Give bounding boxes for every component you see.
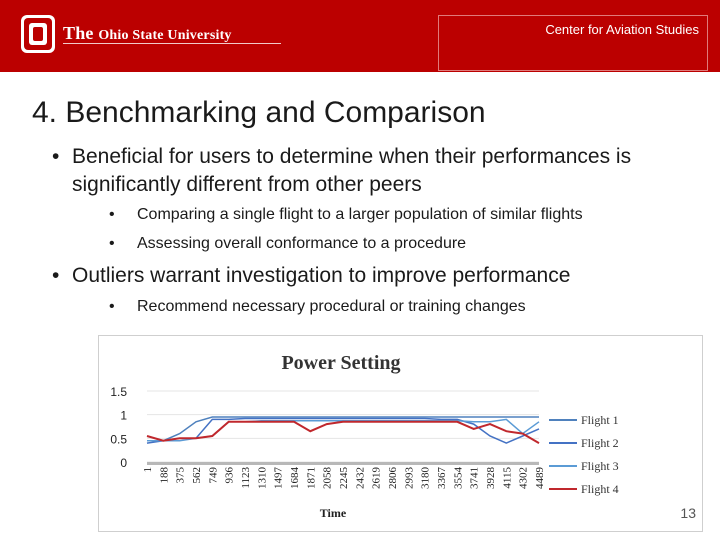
x-tick-label: 749 (207, 467, 220, 484)
bullet-dot: • (109, 235, 115, 252)
chart-title: Power Setting (281, 352, 401, 374)
bullet-dot: • (52, 145, 60, 168)
x-tick-label: 1 (142, 467, 154, 473)
x-tick-label: 188 (158, 467, 171, 484)
x-tick-label: 1871 (305, 467, 318, 489)
x-tick-label: 1684 (289, 467, 301, 489)
y-tick-label: 0.5 (110, 432, 127, 447)
x-tick-label: 936 (223, 467, 236, 484)
bullet-1-text: Beneficial for users to determine when their performances is significantly different from other peers (72, 145, 632, 196)
x-axis-band (147, 462, 539, 465)
bullet-dot: • (109, 206, 115, 223)
y-tick-label: 1.5 (110, 385, 127, 399)
series-line-4 (147, 422, 539, 443)
y-tick-label: 1 (120, 408, 127, 423)
sub-bullet-2-1-text: Recommend necessary procedural or training changes (137, 298, 526, 315)
x-tick-label: 3367 (436, 467, 448, 489)
x-tick-label: 4489 (534, 467, 546, 489)
x-tick-label: 2432 (354, 467, 367, 489)
bullet-dot: • (52, 264, 60, 287)
bullet-1 (52, 143, 702, 199)
x-axis-label: Time (319, 506, 347, 520)
legend-label-1: Flight 1 (581, 413, 619, 427)
page-number: 13 (680, 505, 696, 521)
x-tick-label: 1310 (256, 467, 269, 489)
sub-bullet-1-1 (109, 205, 583, 225)
x-tick-label: 1123 (240, 467, 252, 489)
x-tick-label: 2806 (387, 467, 399, 489)
bullet-dot: • (109, 298, 115, 315)
x-tick-label: 562 (191, 467, 203, 484)
x-tick-label: 4115 (501, 467, 514, 489)
slide-title: 4. Benchmarking and Comparison (32, 96, 486, 129)
power-setting-chart (98, 335, 703, 532)
x-tick-label: 3554 (452, 467, 465, 489)
sub-bullet-2-1 (109, 297, 526, 317)
x-tick-label: 2993 (403, 467, 416, 489)
university-underline (63, 43, 281, 44)
header-bar (0, 0, 720, 72)
legend-label-4: Flight 4 (581, 482, 619, 496)
center-label: Center for Aviation Studies (545, 22, 699, 37)
ohio-state-logo-icon (21, 15, 55, 53)
legend-label-3: Flight 3 (581, 459, 619, 473)
sub-bullet-1-2-text: Assessing overall conformance to a procedure (137, 235, 467, 252)
sub-bullet-1-1-text: Comparing a single flight to a larger population of similar flights (137, 206, 583, 223)
x-tick-label: 3741 (468, 467, 481, 489)
bullet-2 (52, 262, 571, 290)
bullet-2-text: Outliers warrant investigation to improve performance (72, 264, 571, 287)
x-tick-label: 2245 (338, 467, 350, 489)
sub-bullet-1-2 (109, 234, 467, 254)
legend-label-2: Flight 2 (581, 436, 619, 450)
x-tick-label: 2058 (321, 467, 334, 489)
x-tick-label: 4302 (517, 467, 530, 489)
chart-canvas (99, 336, 702, 531)
x-tick-label: 375 (174, 467, 187, 484)
x-tick-label: 3180 (419, 467, 432, 489)
university-name: The Ohio State University (63, 23, 232, 43)
x-tick-label: 2619 (370, 467, 383, 489)
x-tick-label: 1497 (272, 467, 285, 489)
x-tick-label: 3928 (485, 467, 497, 489)
y-tick-label: 0 (120, 456, 127, 470)
